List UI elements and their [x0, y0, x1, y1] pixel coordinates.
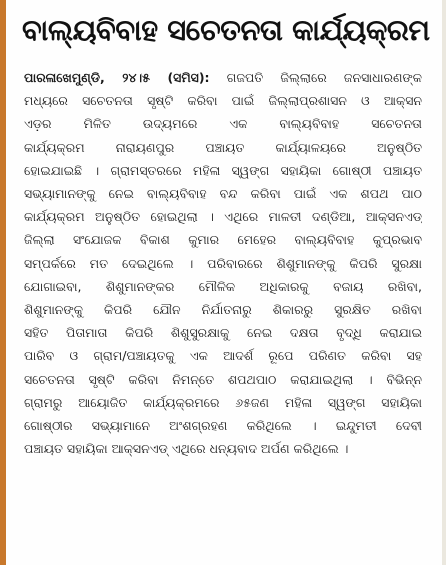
article-line: ଏଡ଼ର ମିଳିତ ଉଦ୍ୟମରେ ଏକ ବାଲ୍ୟବିବାହ ସଚେତନତା — [24, 116, 422, 132]
article-line: ଗୋଷ୍ଠୀର ସଭ୍ୟାମାନେ ଅଂଶଗ୍ରହଣ କରିଥିଲେ । ଇନ୍ଦୁମତୀ ଦେବୀ — [24, 418, 422, 434]
article-line: କାର୍ଯ୍ୟକ୍ରମ ଅନୁଷ୍ଠିତ ହୋଇଥିଲା । ଏଥିରେ ମାଳତୀ ଦଣ୍ଡିଆ, ଆକ୍ସନଏଡ୍ — [24, 209, 422, 225]
article-headline: ବାଲ୍ୟବିବାହ ସଚେତନତା କାର୍ଯ୍ୟକ୍ରମ — [22, 13, 430, 47]
article-line — [24, 66, 422, 89]
article-line: ଶିଶୁମାନଙ୍କୁ କିପରି ଯୌନ ନିର୍ଯାତନାରୁ ଶିକାରରୁ ସୁରକ୍ଷିତ ରଖିବା — [24, 302, 422, 318]
article-dateline: ପାରଳାଖେମୁଣ୍ଡି, ୨୪।୫ (ସମିସ): — [24, 70, 210, 85]
article-line: ମଧ୍ୟରେ ସଚେତନତା ସୃଷ୍ଟି କରିବା ପାଇଁ ଜିଲ୍ଲାପ୍ରଶାସନ ଓ ଆକ୍ସନ — [24, 93, 422, 109]
right-edge — [442, 0, 446, 565]
article-line: ସମ୍ପର୍କରେ ମତ ଦେଇଥିଲେ । ପରିବାରରେ ଶିଶୁମାନଙ୍କୁ କିପରି ସୁରକ୍ଷା — [24, 255, 422, 271]
article-line: ସଚେତନତା ସୃଷ୍ଟି କରିବା ନିମନ୍ତେ ଶପଥପାଠ କରାଯାଇଥିଲା । ବିଭିନ୍ନ — [24, 371, 422, 387]
article-line: ସଭ୍ୟାମାନଙ୍କୁ ନେଇ ବାଲ୍ୟବିବାହ ବନ୍ଦ କରିବା ପାଇଁ ଏକ ଶପଥ ପାଠ — [24, 186, 422, 202]
left-color-band — [0, 0, 6, 565]
article-line-text: ଗଜପତି ଜିଲ୍ଲାରେ ଜନସାଧାରଣଙ୍କ — [209, 70, 422, 85]
article-line: ପଞ୍ଚାୟତ ସହାୟିକା ଆକ୍ସନଏଡ୍ ଏଥିରେ ଧନ୍ୟବାଦ ଅର୍ପଣ କରିଥିଲେ । — [24, 441, 349, 457]
article-line: ପାରିବ ଓ ଗ୍ରାମ/ପଞ୍ଚାୟତକୁ ଏକ ଆଦର୍ଶ ରୂପେ ପରିଣତ କରିବା ସହ — [24, 348, 422, 364]
article-line: କାର୍ଯ୍ୟକ୍ରମ ନାରାୟଣପୁର ପଞ୍ଚାୟତ କାର୍ଯ୍ୟାଳୟରେ ଅନୁଷ୍ଠିତ — [24, 139, 422, 155]
article-body — [24, 66, 422, 460]
article-line: ସହିତ ପିତାମାତା କିପରି ଶିଶୁସୁରକ୍ଷାକୁ ନେଇ ଦକ୍ଷତା ବୃଦ୍ଧି କରାଯାଇ — [24, 325, 422, 341]
article-line: ଜିଲ୍ଲା ସଂଯୋଜକ ବିକାଶ କୁମାର ମେହେର ବାଲ୍ୟବିବାହ କୁପ୍ରଭାବ — [24, 232, 422, 248]
article-line: ହୋଇଯାଇଛି । ଗ୍ରାମସ୍ତରରେ ମହିଳା ସ୍ୱଙ୍ଗ ସହାୟିକା ଗୋଷ୍ଠୀ ପଞ୍ଚାୟତ — [24, 162, 422, 178]
article-line: ଗ୍ରାମରୁ ଆୟୋଜିତ କାର୍ଯ୍ୟକ୍ରମରେ ୬୫ଜଣ ମହିଳା ସ୍ୱଙ୍ଗ ସହାୟିକା — [24, 394, 422, 410]
article-line: ଯୋଗାଇବା, ଶିଶୁମାନଙ୍କର ମୌଳିକ ଅଧିକାରକୁ ବଜାୟ ରଖିବା, — [24, 278, 422, 294]
